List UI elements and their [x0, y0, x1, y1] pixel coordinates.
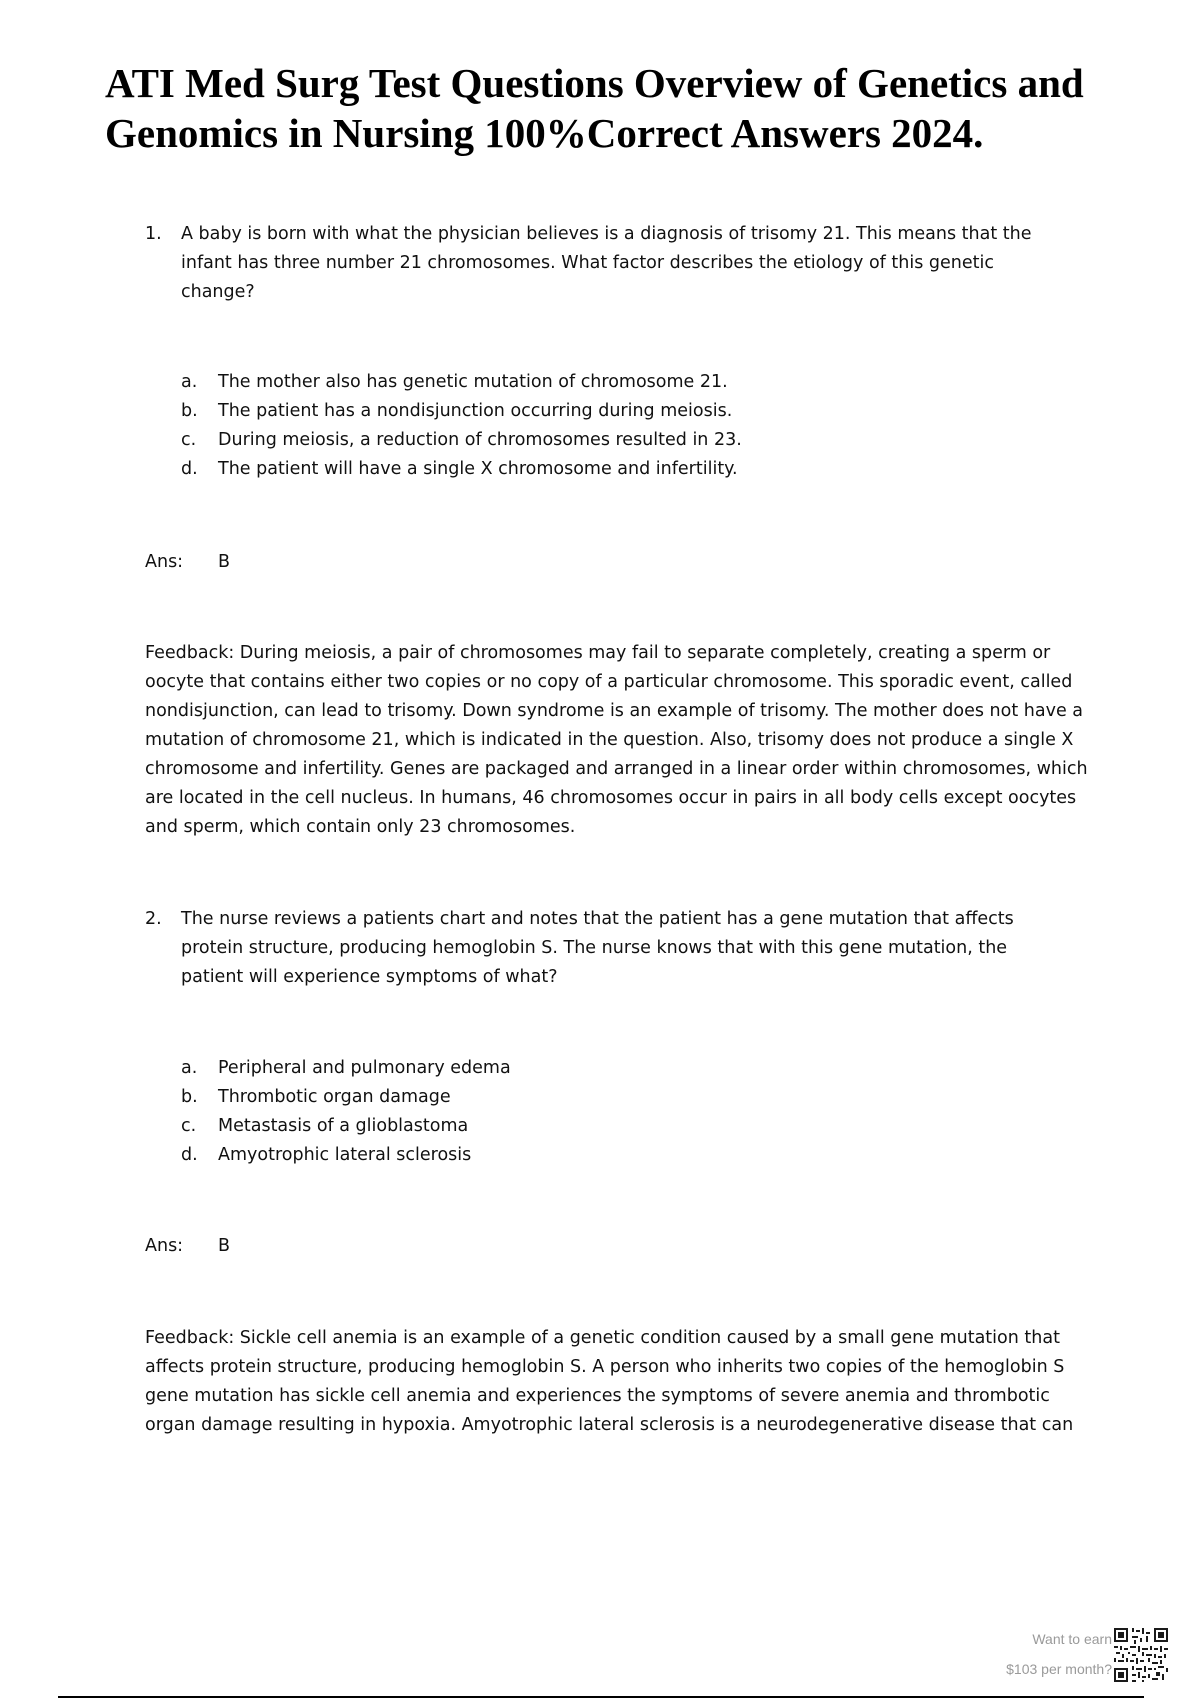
answer-label: Ans: — [145, 1236, 184, 1256]
option-a — [181, 368, 1061, 397]
question-2-feedback: Feedback: Sickle cell anemia is an example of a genetic condition caused by a small gene mutation that affects protein structure, producing hemoglobin S. A person who inherits two copies of the hemoglobin S gene mutation has sickle cell anemia and experiences the symptoms of severe anemia and thrombotic organ damage resulting in hypoxia. Amyotrophic lateral sclerosis is a neurodegenerative disease that can — [145, 1328, 1074, 1435]
option-letter: d. — [181, 459, 198, 479]
answer-value: B — [218, 1236, 231, 1256]
option-text: The patient will have a single X chromosome and infertility. — [218, 459, 738, 479]
option-text: Thrombotic organ damage — [218, 1087, 451, 1107]
question-1-options — [181, 368, 1061, 484]
qr-code-icon[interactable] — [1114, 1628, 1168, 1682]
promo-line-2[interactable]: $103 per month? — [1006, 1661, 1112, 1677]
option-letter: b. — [181, 1087, 198, 1107]
option-letter: b. — [181, 401, 198, 421]
option-letter: a. — [181, 372, 198, 392]
question-1-answer — [145, 548, 230, 577]
document-title: ATI Med Surg Test Questions Overview of Genetics and Genomics in Nursing 100%Correct Answers 2024. — [105, 60, 1084, 156]
option-letter: c. — [181, 430, 197, 450]
option-text: Peripheral and pulmonary edema — [218, 1058, 511, 1078]
question-number: 1. — [145, 224, 162, 244]
option-c — [181, 1112, 1061, 1141]
promo-line-1[interactable]: Want to earn — [1032, 1631, 1112, 1647]
option-letter: d. — [181, 1145, 198, 1165]
option-b — [181, 397, 1061, 426]
option-text: Metastasis of a glioblastoma — [218, 1116, 469, 1136]
question-text: The nurse reviews a patients chart and notes that the patient has a gene mutation that affects protein structure, producing hemoglobin S. The nurse knows that with this gene mutation, the patient will experience symptoms of what? — [181, 909, 1014, 987]
question-1-feedback: Feedback: During meiosis, a pair of chromosomes may fail to separate completely, creating a sperm or oocyte that contains either two copies or no copy of a particular chromosome. This sporadic event, called nondisjunction, can lead to trisomy. Down syndrome is an example of trisomy. The mother does not have a mutation of chromosome 21, which is indicated in the question. Also, trisomy does not produce a single X chromosome and infertility. Genes are packaged and arranged in a linear order within chromosomes, which are located in the cell nucleus. In humans, 46 chromosomes occur in pairs in all body cells except oocytes and sperm, which contain only 23 chromosomes. — [145, 643, 1088, 837]
option-d — [181, 1141, 1061, 1170]
option-letter: c. — [181, 1116, 197, 1136]
option-text: The patient has a nondisjunction occurring during meiosis. — [218, 401, 733, 421]
footer-divider — [58, 1696, 1144, 1698]
option-text: During meiosis, a reduction of chromosomes resulted in 23. — [218, 430, 742, 450]
option-text: Amyotrophic lateral sclerosis — [218, 1145, 472, 1165]
option-d — [181, 455, 1061, 484]
option-b — [181, 1083, 1061, 1112]
question-1 — [145, 220, 1045, 307]
question-2-answer — [145, 1232, 230, 1261]
option-text: The mother also has genetic mutation of chromosome 21. — [218, 372, 728, 392]
question-2 — [145, 905, 1045, 992]
answer-value: B — [218, 552, 231, 572]
option-c — [181, 426, 1061, 455]
option-a — [181, 1054, 1061, 1083]
option-letter: a. — [181, 1058, 198, 1078]
question-2-options — [181, 1054, 1061, 1170]
question-number: 2. — [145, 909, 162, 929]
question-text: A baby is born with what the physician believes is a diagnosis of trisomy 21. This means that the infant has three number 21 chromosomes. What factor describes the etiology of this genetic change? — [181, 224, 1032, 302]
answer-label: Ans: — [145, 552, 184, 572]
